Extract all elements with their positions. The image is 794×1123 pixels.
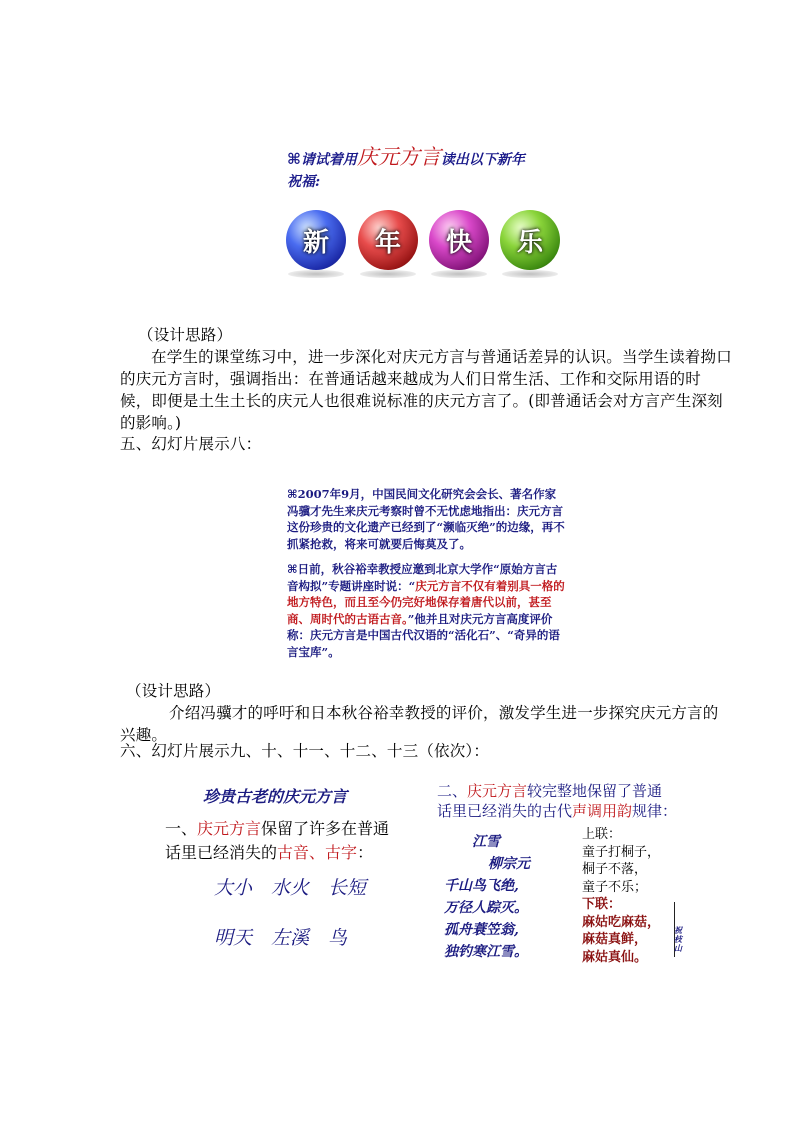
slide3-right-line2 — [437, 801, 727, 821]
couplet-line: 麻菇真鲜， — [582, 932, 648, 947]
ball-kuai — [429, 210, 489, 270]
slide2-p1-text: 2007年9月，中国民间文化研究会会长、著名作家冯骥才先生来庆元考察时曾不无忧虑地指出：庆元方言这份珍贵的文化遗产已经到了“濒临灭绝”的边缘，再不抓紧抢救，将来可就要后悔莫及了。 — [287, 487, 565, 551]
design-heading-1: （设计思路） — [138, 326, 233, 344]
text: 二、 — [437, 782, 468, 800]
design-body-2: 介绍冯骥才的呼吁和日本秋谷裕幸教授的评价，激发学生进一步探究庆元方言的兴趣。 — [120, 704, 719, 744]
slide1-title-line2: 祝福: — [287, 174, 321, 190]
couplet-line: 麻姑吃麻菇， — [582, 914, 661, 930]
poem-line: 孤舟蓑笠翁, — [444, 922, 519, 938]
highlight: 声调用韵 — [572, 802, 633, 820]
couplet-line: 童子不乐； — [582, 879, 648, 895]
slide1-title-highlight: 庆元方言 — [356, 145, 441, 169]
poem-title: 江雪 — [472, 834, 500, 850]
text: 一、 — [165, 819, 198, 838]
ball-label: 新 — [302, 227, 329, 258]
ball-label: 乐 — [516, 227, 543, 258]
ball-le — [500, 210, 560, 270]
ball-label: 快 — [445, 227, 472, 258]
slide3-left-line1 — [165, 817, 430, 841]
ball-xin — [286, 210, 346, 270]
text: ： — [357, 843, 374, 862]
couplet-line: 麻姑真仙。 — [582, 949, 648, 965]
couplet-line: 桐子不落， — [582, 862, 648, 877]
highlight: 庆元方言 — [467, 782, 528, 800]
slide2-paragraph-2 — [287, 561, 567, 660]
ball-shadow — [360, 270, 416, 278]
slide2-p2-highlight: 庆元方言不仅有着别具一格的地方特色，而且至今仍完好地保存着唐代以前，甚至商、周时代的古语古音。 — [287, 578, 565, 626]
slide1-title — [287, 146, 587, 193]
highlight: 古音 — [277, 843, 310, 862]
design-heading-2: （设计思路） — [126, 682, 221, 700]
clover-icon: ⌘ — [287, 150, 301, 168]
slide2-p2-b: ”他并且对庆元方言高度评价称：庆元方言是中国古代汉语的“活化石”、“奇异的语言宝库”。 — [287, 611, 560, 659]
poem-jiangxue — [444, 831, 530, 963]
couplet-down-label: 下联： — [582, 897, 622, 912]
ball-nian — [358, 210, 418, 270]
slide3-left-line2 — [165, 841, 430, 865]
example-words-row-2: 明天 左溪 鸟 — [214, 927, 348, 949]
separator: 、 — [309, 843, 326, 862]
couplet-line: 童子打桐子， — [582, 844, 661, 860]
text: 规律： — [632, 802, 678, 820]
couplet-side-note: 祝枝山 — [674, 925, 682, 953]
slide1-title-prefix: 请试着用 — [300, 152, 357, 168]
poem-line: 千山鸟飞绝, — [444, 878, 519, 894]
section-six-heading: 六、幻灯片展示九、十、十一、十二、十三（依次）： — [120, 742, 490, 760]
example-words-row-1: 大小 水火 长短 — [214, 877, 367, 899]
couplet-up-label: 上联： — [582, 827, 622, 842]
poem-line: 独钓寒江雪。 — [444, 944, 528, 960]
slide3-left-title: 珍贵古老的庆元方言 — [203, 787, 348, 806]
highlight: 庆元方言 — [197, 819, 262, 838]
text: 话里已经消失的古代 — [437, 802, 573, 820]
couplet — [582, 826, 660, 966]
text: 话里已经消失的 — [165, 843, 278, 862]
slide3-right-text — [437, 781, 727, 821]
design-body-1: 在学生的课堂练习中，进一步深化对庆元方言与普通话差异的认识。当学生读着拗口的庆元方言时，强调指出：在普通话越来越成为人们日常生活、工作和交际用语的时候，即便是土生土长的庆元人也很难说标准的庆元方言了。(即普通话会对方言产生深刻的影响。) — [120, 348, 732, 432]
slide3-left-text — [165, 817, 430, 865]
section-five-heading: 五、幻灯片展示八： — [120, 435, 262, 453]
text: 保留了许多在普通 — [261, 819, 390, 838]
poem-line: 万径人踪灭。 — [444, 900, 528, 916]
slide1-title-suffix: 读出以下新年 — [440, 152, 525, 168]
ball-shadow — [431, 270, 487, 278]
slide3-right-line1 — [437, 781, 727, 801]
poem-author: 柳宗元 — [488, 856, 530, 872]
slide2-p2-a: 日前，秋谷裕幸教授应邀到北京大学作“原始方言古音构拟”专题讲座时说：“ — [287, 562, 558, 593]
text: 较完整地保留了普通 — [527, 782, 663, 800]
highlight: 古字 — [325, 843, 358, 862]
ball-shadow — [288, 270, 344, 278]
slide2-text — [287, 486, 567, 660]
ball-label: 年 — [374, 227, 401, 258]
clover-icon: ⌘ — [287, 562, 298, 576]
clover-icon: ⌘ — [287, 487, 298, 501]
ball-shadow — [502, 270, 558, 278]
slide2-paragraph-1 — [287, 486, 567, 552]
